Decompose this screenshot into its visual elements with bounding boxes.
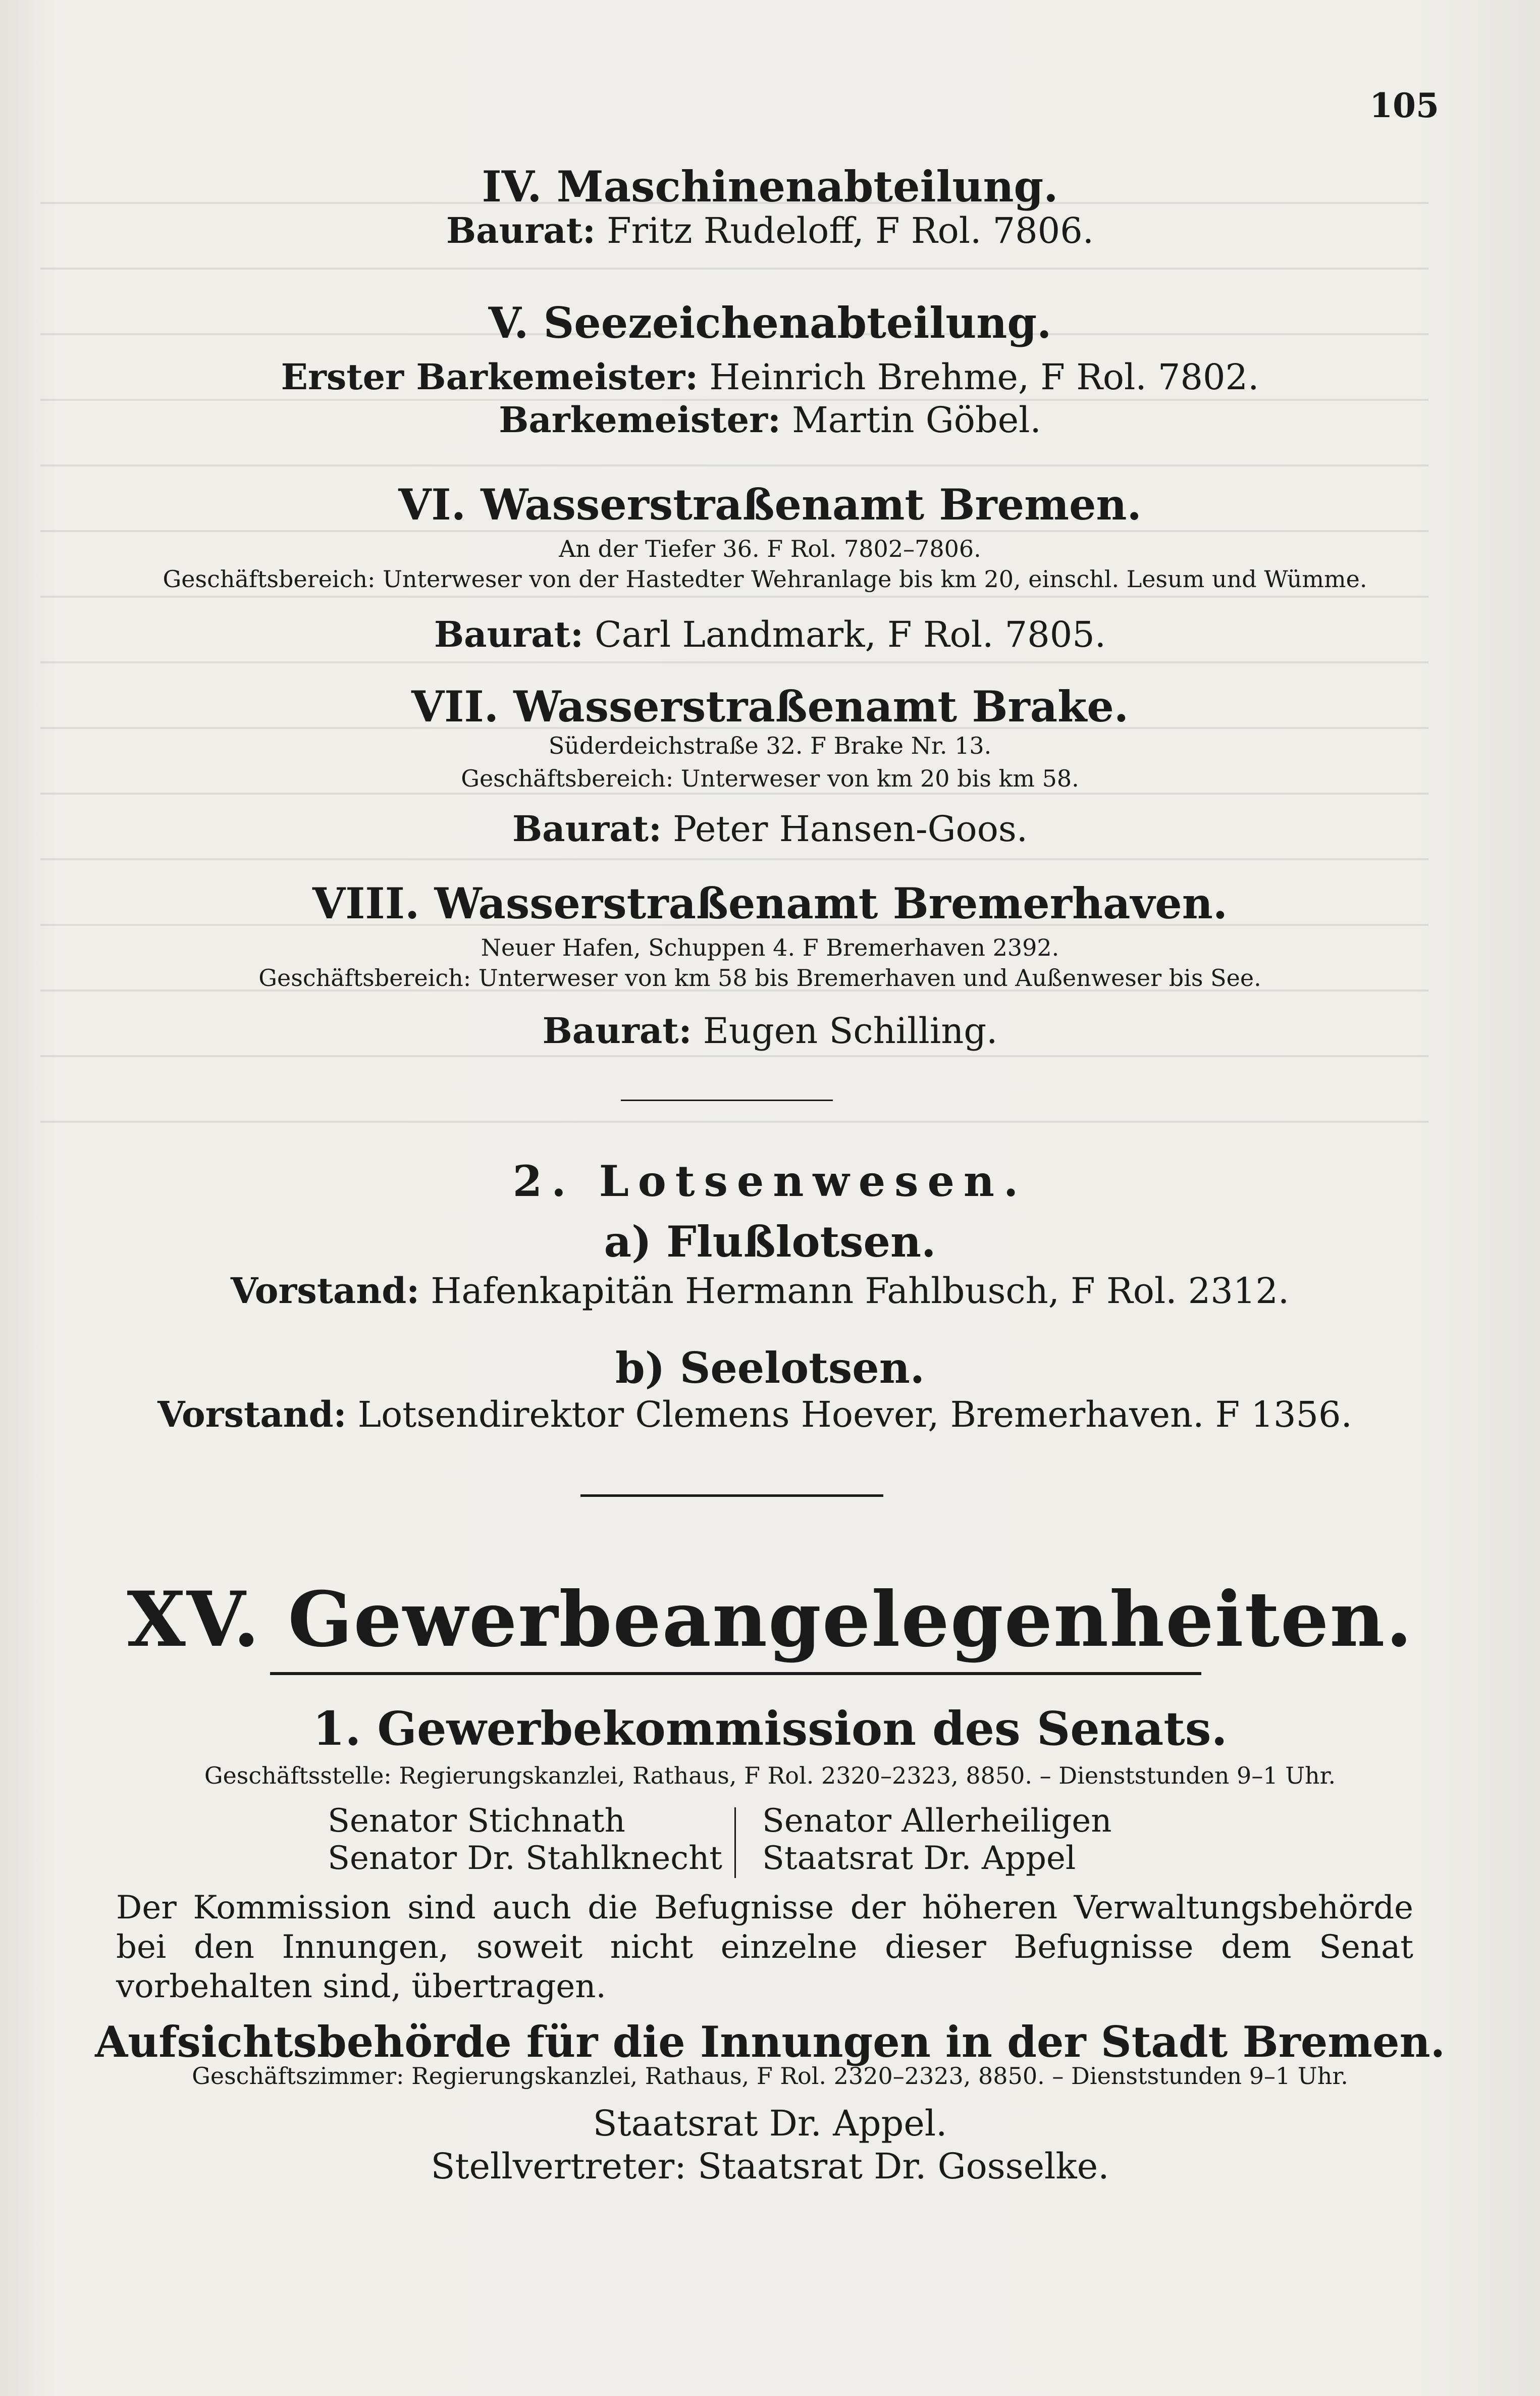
seelotsen-title: b) Seelotsen. <box>615 1343 925 1393</box>
baurat-text: Peter Hansen-Goos. <box>673 808 1028 850</box>
baurat-label: Baurat: <box>542 1010 692 1052</box>
section-6-bereich: Geschäftsbereich: Unterweser von der Hastedter Wehranlage bis km 20, einschl. Lesum und Wümme. <box>163 565 1367 593</box>
baurat-text: Fritz Rudeloff, F Rol. 7806. <box>607 210 1094 251</box>
section-6-address: An der Tiefer 36. F Rol. 7802–7806. <box>559 535 981 562</box>
member: Senator Stichnath <box>328 1802 625 1840</box>
barkemeister-label: Barkemeister: <box>499 399 781 441</box>
section-5-line1 <box>0 356 1540 398</box>
section-4-title: IV. Maschinenabteilung. <box>482 162 1058 212</box>
aufsichtsbehoerde-office: Geschäftszimmer: Regierungskanzlei, Rathaus, F Rol. 2320–2323, 8850. – Dienststunden 9–1 Uhr. <box>192 2062 1348 2090</box>
section-7-address: Süderdeichstraße 32. F Brake Nr. 13. <box>548 732 992 759</box>
section-6-baurat <box>0 613 1540 655</box>
section-divider <box>580 1494 883 1497</box>
barkemeister-text: Martin Göbel. <box>792 399 1041 441</box>
section-7-title: VII. Wasserstraßenamt Brake. <box>411 682 1129 732</box>
aufsichtsbehoerde-deputy: Stellvertreter: Staatsrat Dr. Gosselke. <box>431 2146 1109 2187</box>
member: Senator Allerheiligen <box>762 1802 1112 1840</box>
column-divider <box>734 1807 736 1878</box>
xv-title: XV. Gewerbeangelegenheiten. <box>127 1575 1413 1664</box>
baurat-text: Carl Landmark, F Rol. 7805. <box>595 614 1106 655</box>
erster-barkemeister-text: Heinrich Brehme, F Rol. 7802. <box>709 356 1259 398</box>
flusslotsen-title: a) Flußlotsen. <box>604 1217 936 1267</box>
gewerbekommission-office: Geschäftsstelle: Regierungskanzlei, Rathaus, F Rol. 2320–2323, 8850. – Dienststunden 9–1 Uhr. <box>204 1762 1336 1789</box>
flusslotsen-vorstand <box>0 1270 1530 1312</box>
member: Staatsrat Dr. Appel <box>762 1840 1076 1877</box>
baurat-label: Baurat: <box>446 210 596 251</box>
aufsichtsbehoerde-head: Staatsrat Dr. Appel. <box>593 2103 947 2144</box>
members-block <box>0 1802 1540 1878</box>
members-left <box>328 1802 722 1877</box>
section-8-bereich: Geschäftsbereich: Unterweser von km 58 bis Bremerhaven und Außenweser bis See. <box>258 964 1261 992</box>
section-5-line2 <box>0 399 1540 441</box>
commission-paragraph: Der Kommission sind auch die Befugnisse der höheren Verwaltungsbehörde bei den Innungen, soweit nicht einzelne dieser Befugnisse dem Senat vorbehalten sind, übertragen. <box>116 1889 1413 2005</box>
xv-underline <box>270 1672 1201 1675</box>
members-right <box>762 1802 1111 1877</box>
section-6-title: VI. Wasserstraßenamt Bremen. <box>398 480 1142 530</box>
section-7-baurat <box>0 808 1540 850</box>
section-5-title: V. Seezeichenabteilung. <box>488 298 1052 348</box>
section-4-baurat <box>0 210 1540 251</box>
short-divider <box>621 1100 833 1101</box>
page-number: 105 <box>1369 86 1439 125</box>
vorstand-label: Vorstand: <box>230 1270 420 1312</box>
gewerbekommission-title: 1. Gewerbekommission des Senats. <box>312 1701 1228 1756</box>
aufsichtsbehoerde-title: Aufsichtsbehörde für die Innungen in der Stadt Bremen. <box>95 2017 1445 2067</box>
section-8-address: Neuer Hafen, Schuppen 4. F Bremerhaven 2392. <box>481 934 1059 961</box>
vorstand-text: Lotsendirektor Clemens Hoever, Bremerhaven. F 1356. <box>357 1394 1352 1435</box>
lotsenwesen-title: 2. Lotsenwesen. <box>512 1156 1028 1206</box>
seelotsen-vorstand <box>0 1393 1525 1435</box>
section-7-bereich: Geschäftsbereich: Unterweser von km 20 bis km 58. <box>461 765 1079 792</box>
erster-barkemeister-label: Erster Barkemeister: <box>281 356 699 398</box>
baurat-text: Eugen Schilling. <box>703 1010 998 1052</box>
section-8-baurat <box>0 1010 1540 1052</box>
baurat-label: Baurat: <box>512 808 662 850</box>
section-8-title: VIII. Wasserstraßenamt Bremerhaven. <box>312 878 1228 928</box>
baurat-label: Baurat: <box>434 613 583 655</box>
vorstand-text: Hafenkapitän Hermann Fahlbusch, F Rol. 2312. <box>431 1270 1290 1312</box>
member: Senator Dr. Stahlknecht <box>328 1840 722 1877</box>
vorstand-label: Vorstand: <box>157 1393 347 1435</box>
